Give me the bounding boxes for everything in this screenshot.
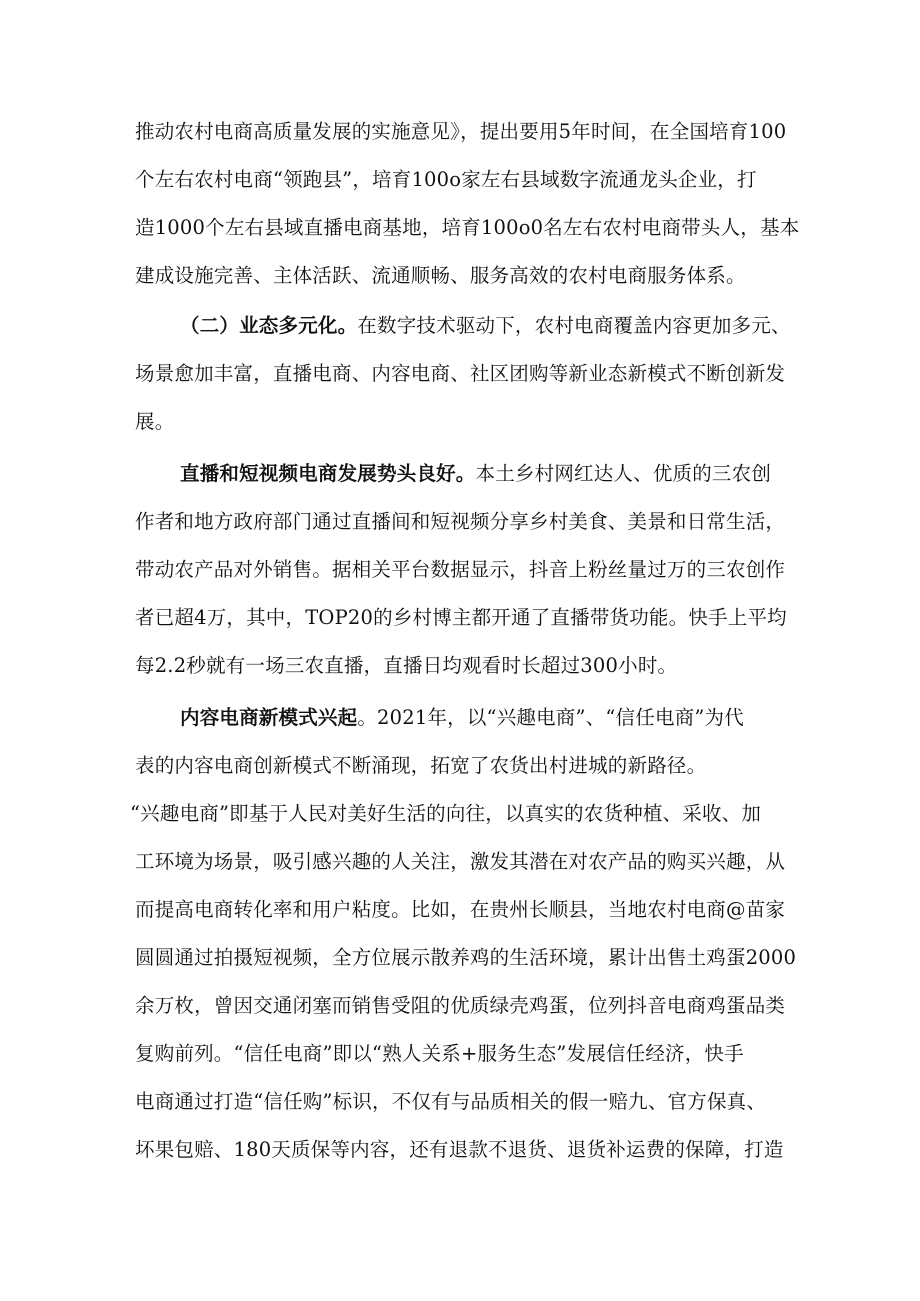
text-run: 在数字技术驱动下，农村电商覆盖内容更加多元、: [357, 314, 791, 337]
text-line: 作者和地方政府部门通过直播间和短视频分享乡村美食、美景和日常生活，: [135, 510, 786, 533]
text-line: “兴趣电商”即基于人民对美好生活的向往，以真实的农货种植、采收、加: [130, 802, 762, 825]
text-line: 推动农村电商高质量发展的实施意见》，提出要用5年时间，在全国培育100: [135, 120, 787, 143]
text-line: 复购前列。“信任电商”即以“熟人关系+服务生态”发展信任经济，快手: [135, 1042, 744, 1065]
section-heading: （二）业态多元化。: [180, 314, 358, 337]
section-heading-line: [180, 312, 791, 340]
text-line: 圆圆通过拍摄短视频，全方位展示散养鸡的生活环境，累计出售土鸡蛋2000: [135, 946, 797, 969]
text-line: 每2.2秒就有一场三农直播，直播日均观看时长超过300小时。: [135, 654, 678, 677]
text-line: 表的内容电商创新模式不断涌现，拓宽了农货出村进城的新路径。: [135, 754, 707, 777]
text-line: 者已超4万，其中，TOP20的乡村博主都开通了直播带货功能。快手上平均: [135, 606, 787, 629]
text-line: 工环境为场景，吸引感兴趣的人关注，激发其潜在对农产品的购买兴趣，从: [135, 850, 786, 873]
topic-heading-line: [180, 460, 771, 488]
text-line: 建成设施完善、主体活跃、流通顺畅、服务高效的农村电商服务体系。: [135, 264, 746, 287]
text-line: 坏果包赔、180天质保等内容，还有退款不退货、退货补运费的保障，打造: [135, 1138, 784, 1161]
text-line: 余万枚，曾因交通闭塞而销售受阻的优质绿壳鸡蛋，位列抖音电商鸡蛋品类: [135, 994, 786, 1017]
topic-heading-line: [180, 704, 744, 732]
text-line: 场景愈加丰富，直播电商、内容电商、社区团购等新业态新模式不断创新发: [135, 362, 786, 385]
text-line: 个左右农村电商“领跑县”，培育100o家左右县域数字流通龙头企业，打: [135, 168, 757, 191]
text-line: 而提高电商转化率和用户粘度。比如，在贵州长顺县，当地农村电商@苗家: [135, 898, 786, 921]
text-run: 本土乡村网红达人、优质的三农创: [475, 462, 772, 485]
text-line: 展。: [135, 410, 175, 433]
text-line: 电商通过打造“信任购”标识，不仅有与品质相关的假一赔九、官方保真、: [135, 1090, 767, 1113]
text-line: 造1000个左右县域直播电商基地，培育100o0名左右农村电商带头人，基本: [135, 216, 800, 239]
text-run: 。2021年，以“兴趣电商”、“信任电商”为代: [357, 706, 744, 729]
topic-heading: 直播和短视频电商发展势头良好。: [180, 462, 476, 485]
text-line: 带动农产品对外销售。据相关平台数据显示，抖音上粉丝量过万的三农创作: [135, 558, 786, 581]
topic-heading: 内容电商新模式兴起: [180, 706, 358, 729]
